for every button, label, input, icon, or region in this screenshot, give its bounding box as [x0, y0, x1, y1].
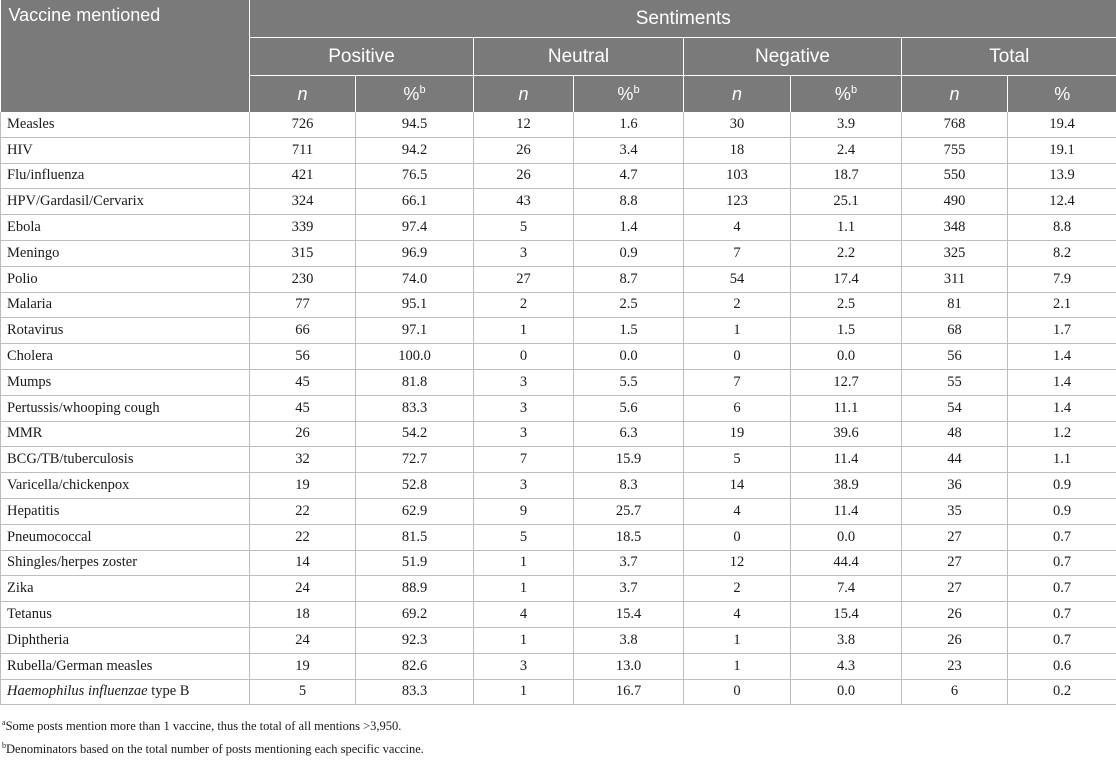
cell: 5 [684, 447, 791, 473]
cell: 5.5 [574, 369, 684, 395]
cell: 8.7 [574, 266, 684, 292]
table-row [1, 240, 1116, 266]
cell: 1.5 [791, 318, 902, 344]
cell: 13.0 [574, 653, 684, 679]
cell: 4 [684, 602, 791, 628]
cell: 0.7 [1008, 550, 1116, 576]
cell: 0.7 [1008, 602, 1116, 628]
cell: 19 [250, 473, 356, 499]
cell: 26 [250, 421, 356, 447]
cell: 0 [474, 344, 574, 370]
cell: 45 [250, 369, 356, 395]
cell: 55 [902, 369, 1008, 395]
table-row [1, 112, 1116, 137]
cell: 0.2 [1008, 679, 1116, 705]
table-row [1, 576, 1116, 602]
cell: 490 [902, 189, 1008, 215]
table-row [1, 447, 1116, 473]
vaccine-name: Diphtheria [1, 627, 250, 653]
cell: 76.5 [356, 163, 474, 189]
cell: 100.0 [356, 344, 474, 370]
cell: 2 [684, 576, 791, 602]
cell: 5 [250, 679, 356, 705]
table-row [1, 344, 1116, 370]
cell: 81.5 [356, 524, 474, 550]
table-row [1, 421, 1116, 447]
cell: 4 [684, 498, 791, 524]
cell: 44 [902, 447, 1008, 473]
cell: 16.7 [574, 679, 684, 705]
vaccine-name: Varicella/chickenpox [1, 473, 250, 499]
cell: 19.1 [1008, 137, 1116, 163]
cell: 2.1 [1008, 292, 1116, 318]
vaccine-name: Rubella/German measles [1, 653, 250, 679]
cell: 18.5 [574, 524, 684, 550]
cell: 7.4 [791, 576, 902, 602]
cell: 15.4 [574, 602, 684, 628]
cell: 1 [474, 550, 574, 576]
cell: 768 [902, 112, 1008, 137]
positive-n-header: n [250, 76, 356, 113]
cell: 0.9 [1008, 498, 1116, 524]
vaccine-name: Meningo [1, 240, 250, 266]
cell: 25.7 [574, 498, 684, 524]
cell: 339 [250, 215, 356, 241]
cell: 11.4 [791, 447, 902, 473]
cell: 3.9 [791, 112, 902, 137]
cell: 1.4 [1008, 395, 1116, 421]
cell: 1.4 [574, 215, 684, 241]
cell: 54 [902, 395, 1008, 421]
cell: 3 [474, 240, 574, 266]
cell: 311 [902, 266, 1008, 292]
vaccine-name: MMR [1, 421, 250, 447]
table-row [1, 395, 1116, 421]
cell: 66.1 [356, 189, 474, 215]
cell: 95.1 [356, 292, 474, 318]
cell: 19 [250, 653, 356, 679]
table-row [1, 627, 1116, 653]
neutral-n-header: n [474, 76, 574, 113]
cell: 3 [474, 473, 574, 499]
cell: 18.7 [791, 163, 902, 189]
table-row [1, 653, 1116, 679]
cell: 26 [474, 163, 574, 189]
cell: 1 [474, 627, 574, 653]
cell: 62.9 [356, 498, 474, 524]
cell: 68 [902, 318, 1008, 344]
cell: 7 [684, 369, 791, 395]
cell: 2.5 [791, 292, 902, 318]
cell: 1 [474, 318, 574, 344]
cell: 45 [250, 395, 356, 421]
vaccine-name: HPV/Gardasil/Cervarix [1, 189, 250, 215]
cell: 0.7 [1008, 524, 1116, 550]
cell: 44.4 [791, 550, 902, 576]
cell: 15.9 [574, 447, 684, 473]
cell: 1.2 [1008, 421, 1116, 447]
cell: 26 [902, 602, 1008, 628]
vaccine-name: Measles [1, 112, 250, 137]
footnote-a: $^a$Some posts mention more than 1 vaccine, thus the total of all mentions >3,950. [2, 713, 1116, 736]
cell: 9 [474, 498, 574, 524]
cell: 74.0 [356, 266, 474, 292]
cell: 12.4 [1008, 189, 1116, 215]
cell: 27 [902, 550, 1008, 576]
cell: 0 [684, 344, 791, 370]
table-row [1, 524, 1116, 550]
cell: 24 [250, 576, 356, 602]
cell: 35 [902, 498, 1008, 524]
table-row [1, 550, 1116, 576]
cell: 83.3 [356, 679, 474, 705]
cell: 3.7 [574, 550, 684, 576]
cell: 54.2 [356, 421, 474, 447]
cell: 421 [250, 163, 356, 189]
table-row [1, 266, 1116, 292]
cell: 1 [684, 318, 791, 344]
cell: 7 [474, 447, 574, 473]
table-row [1, 679, 1116, 705]
cell: 8.8 [1008, 215, 1116, 241]
cell: 3.8 [791, 627, 902, 653]
negative-n-header: n [684, 76, 791, 113]
cell: 4.7 [574, 163, 684, 189]
cell: 8.8 [574, 189, 684, 215]
cell: 19.4 [1008, 112, 1116, 137]
cell: 0.6 [1008, 653, 1116, 679]
cell: 6 [902, 679, 1008, 705]
cell: 14 [250, 550, 356, 576]
cell: 96.9 [356, 240, 474, 266]
cell: 103 [684, 163, 791, 189]
footnote-b: $^b$Denominators based on the total number of posts mentioning each specific vaccine. [2, 736, 1116, 759]
cell: 6 [684, 395, 791, 421]
cell: 5 [474, 215, 574, 241]
cell: 8.2 [1008, 240, 1116, 266]
vaccine-name: Malaria [1, 292, 250, 318]
vaccine-name: Cholera [1, 344, 250, 370]
positive-pct-header: %$^b$ [356, 76, 474, 113]
cell: 92.3 [356, 627, 474, 653]
cell: 1 [684, 653, 791, 679]
table-row [1, 369, 1116, 395]
cell: 1 [684, 627, 791, 653]
cell: 0.7 [1008, 627, 1116, 653]
cell: 1.6 [574, 112, 684, 137]
cell: 4 [474, 602, 574, 628]
cell: 755 [902, 137, 1008, 163]
cell: 3.8 [574, 627, 684, 653]
vaccine-name: Flu/influenza [1, 163, 250, 189]
cell: 1.5 [574, 318, 684, 344]
table-row [1, 292, 1116, 318]
cell: 348 [902, 215, 1008, 241]
table-row [1, 215, 1116, 241]
cell: 2.5 [574, 292, 684, 318]
cell: 26 [902, 627, 1008, 653]
cell: 8.3 [574, 473, 684, 499]
table-row [1, 189, 1116, 215]
vaccine-name: BCG/TB/tuberculosis [1, 447, 250, 473]
cell: 26 [474, 137, 574, 163]
cell: 3 [474, 369, 574, 395]
cell: 711 [250, 137, 356, 163]
cell: 4 [684, 215, 791, 241]
table-row [1, 163, 1116, 189]
cell: 81.8 [356, 369, 474, 395]
cell: 69.2 [356, 602, 474, 628]
table-row [1, 498, 1116, 524]
vaccine-name: Pneumococcal [1, 524, 250, 550]
vaccine-name: HIV [1, 137, 250, 163]
cell: 22 [250, 524, 356, 550]
cell: 17.4 [791, 266, 902, 292]
cell: 3 [474, 653, 574, 679]
table-row [1, 137, 1116, 163]
cell: 27 [902, 576, 1008, 602]
cell: 27 [474, 266, 574, 292]
cell: 1.4 [1008, 344, 1116, 370]
cell: 2.2 [791, 240, 902, 266]
negative-header: Negative [684, 38, 902, 76]
cell: 32 [250, 447, 356, 473]
cell: 30 [684, 112, 791, 137]
cell: 18 [684, 137, 791, 163]
cell: 0.9 [574, 240, 684, 266]
cell: 230 [250, 266, 356, 292]
cell: 97.4 [356, 215, 474, 241]
cell: 72.7 [356, 447, 474, 473]
total-header: Total [902, 38, 1116, 76]
positive-header: Positive [250, 38, 474, 76]
cell: 1.1 [791, 215, 902, 241]
cell: 52.8 [356, 473, 474, 499]
table-row [1, 318, 1116, 344]
cell: 0 [684, 679, 791, 705]
cell: 39.6 [791, 421, 902, 447]
footnotes [0, 705, 1116, 759]
cell: 23 [902, 653, 1008, 679]
cell: 1 [474, 679, 574, 705]
cell: 94.2 [356, 137, 474, 163]
cell: 3.7 [574, 576, 684, 602]
table-row [1, 602, 1116, 628]
vaccine-name: Ebola [1, 215, 250, 241]
cell: 11.1 [791, 395, 902, 421]
cell: 3 [474, 395, 574, 421]
cell: 3 [474, 421, 574, 447]
vaccine-name: Tetanus [1, 602, 250, 628]
cell: 7 [684, 240, 791, 266]
cell: 94.5 [356, 112, 474, 137]
cell: 38.9 [791, 473, 902, 499]
cell: 24 [250, 627, 356, 653]
cell: 1.1 [1008, 447, 1116, 473]
cell: 56 [902, 344, 1008, 370]
cell: 77 [250, 292, 356, 318]
cell: 2.4 [791, 137, 902, 163]
cell: 324 [250, 189, 356, 215]
cell: 12 [474, 112, 574, 137]
vaccine-name: Haemophilus influenzae type B [1, 679, 250, 705]
cell: 25.1 [791, 189, 902, 215]
vaccine-name: Hepatitis [1, 498, 250, 524]
vaccine-name: Polio [1, 266, 250, 292]
cell: 3.4 [574, 137, 684, 163]
cell: 1.7 [1008, 318, 1116, 344]
neutral-pct-header: %$^b$ [574, 76, 684, 113]
cell: 12.7 [791, 369, 902, 395]
vaccine-name: Zika [1, 576, 250, 602]
cell: 5.6 [574, 395, 684, 421]
cell: 36 [902, 473, 1008, 499]
cell: 2 [684, 292, 791, 318]
cell: 27 [902, 524, 1008, 550]
cell: 4.3 [791, 653, 902, 679]
cell: 0.9 [1008, 473, 1116, 499]
vaccine-column-header: Vaccine mentioned [1, 0, 250, 112]
table-row [1, 473, 1116, 499]
cell: 7.9 [1008, 266, 1116, 292]
cell: 83.3 [356, 395, 474, 421]
cell: 1 [474, 576, 574, 602]
cell: 13.9 [1008, 163, 1116, 189]
cell: 6.3 [574, 421, 684, 447]
cell: 12 [684, 550, 791, 576]
cell: 0.0 [791, 524, 902, 550]
sentiments-header: Sentiments [250, 0, 1116, 38]
cell: 51.9 [356, 550, 474, 576]
cell: 56 [250, 344, 356, 370]
cell: 0.0 [791, 679, 902, 705]
vaccine-name: Shingles/herpes zoster [1, 550, 250, 576]
cell: 81 [902, 292, 1008, 318]
negative-pct-header: %$^b$ [791, 76, 902, 113]
cell: 5 [474, 524, 574, 550]
cell: 48 [902, 421, 1008, 447]
cell: 726 [250, 112, 356, 137]
total-pct-header: % [1008, 76, 1116, 113]
cell: 97.1 [356, 318, 474, 344]
cell: 0 [684, 524, 791, 550]
cell: 0.0 [791, 344, 902, 370]
cell: 550 [902, 163, 1008, 189]
cell: 54 [684, 266, 791, 292]
cell: 1.4 [1008, 369, 1116, 395]
cell: 14 [684, 473, 791, 499]
cell: 0.7 [1008, 576, 1116, 602]
cell: 18 [250, 602, 356, 628]
cell: 22 [250, 498, 356, 524]
vaccine-name: Pertussis/whooping cough [1, 395, 250, 421]
cell: 11.4 [791, 498, 902, 524]
vaccine-name: Mumps [1, 369, 250, 395]
vaccine-name: Rotavirus [1, 318, 250, 344]
cell: 325 [902, 240, 1008, 266]
total-n-header: n [902, 76, 1008, 113]
cell: 82.6 [356, 653, 474, 679]
neutral-header: Neutral [474, 38, 684, 76]
cell: 123 [684, 189, 791, 215]
cell: 315 [250, 240, 356, 266]
cell: 43 [474, 189, 574, 215]
cell: 88.9 [356, 576, 474, 602]
cell: 19 [684, 421, 791, 447]
cell: 0.0 [574, 344, 684, 370]
cell: 2 [474, 292, 574, 318]
cell: 66 [250, 318, 356, 344]
cell: 15.4 [791, 602, 902, 628]
